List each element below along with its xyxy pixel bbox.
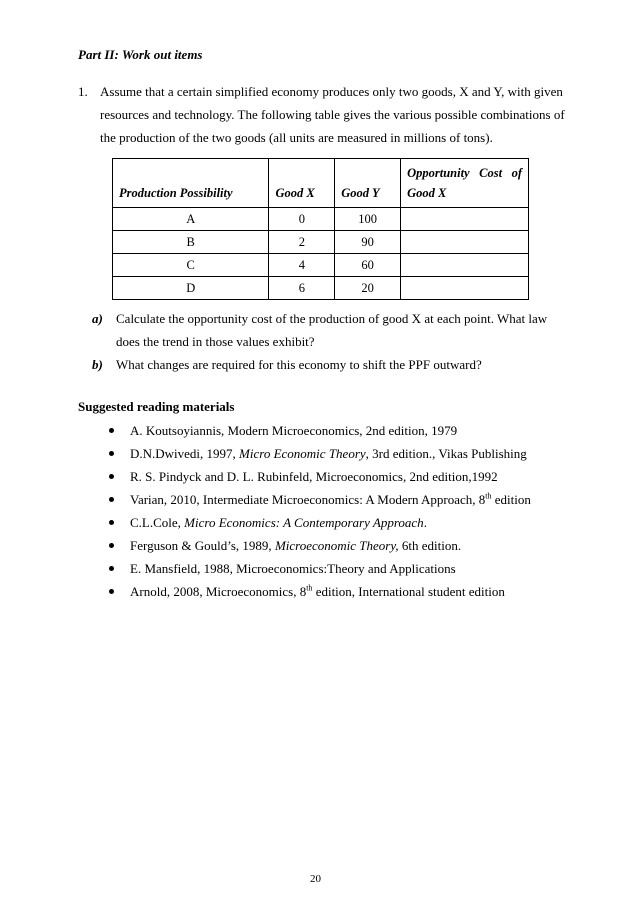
header-opp-word-3: of xyxy=(511,166,522,180)
bullet-icon xyxy=(109,428,114,433)
question-line-1: Assume that a certain simplified economy produces only two goods, X and Y, with given xyxy=(100,84,563,99)
ref-superscript: th xyxy=(306,583,313,593)
cell-possibility: A xyxy=(113,208,269,231)
cell-good-y: 20 xyxy=(335,277,401,300)
ref-text: 6th edition. xyxy=(398,538,462,553)
question-line-3: the production of the two goods (all units are measured in millions of tons). xyxy=(100,130,493,145)
table-row xyxy=(113,208,529,231)
sub-question-a-line-2: does the trend in those values exhibit? xyxy=(116,334,315,349)
list-item xyxy=(108,442,531,465)
header-production-possibility: Production Possibility xyxy=(113,159,269,208)
ref-text: Varian, 2010, Intermediate Microeconomics: A Modern Approach, 8 xyxy=(130,492,486,507)
reading-heading: Suggested reading materials xyxy=(78,399,235,414)
list-item xyxy=(108,488,531,511)
table-header-row xyxy=(113,159,529,208)
header-opportunity-cost-line-1 xyxy=(407,163,522,183)
header-opportunity-cost-line-2: Good X xyxy=(407,186,447,200)
sub-question-b-label: b) xyxy=(92,357,103,372)
section-title: Part II: Work out items xyxy=(78,47,203,62)
header-good-x: Good X xyxy=(269,159,335,208)
sub-question-a-line-1: Calculate the opportunity cost of the production of good X at each point. What law xyxy=(116,311,548,326)
ref-text: Arnold, 2008, Microeconomics, 8 xyxy=(130,584,307,599)
bullet-icon xyxy=(109,520,114,525)
header-opp-word-2: Cost xyxy=(479,166,503,180)
ref-superscript: th xyxy=(485,491,492,501)
cell-opportunity-cost xyxy=(401,254,529,277)
bullet-icon xyxy=(109,566,114,571)
ref-text: A. Koutsoyiannis, Modern Microeconomics, 2nd edition, 1979 xyxy=(130,423,458,438)
header-opportunity-cost xyxy=(401,159,529,208)
cell-possibility: D xyxy=(113,277,269,300)
cell-opportunity-cost xyxy=(401,208,529,231)
cell-good-x: 4 xyxy=(269,254,335,277)
cell-possibility: B xyxy=(113,231,269,254)
ref-text: Ferguson & Gould’s, 1989, xyxy=(130,538,275,553)
list-item xyxy=(108,419,531,442)
cell-possibility: C xyxy=(113,254,269,277)
list-item xyxy=(108,465,531,488)
table-row xyxy=(113,231,529,254)
ref-text: edition, International student edition xyxy=(312,584,505,599)
list-item xyxy=(108,557,531,580)
cell-good-y: 90 xyxy=(335,231,401,254)
cell-good-x: 6 xyxy=(269,277,335,300)
question-number: 1. xyxy=(78,84,88,99)
bullet-icon xyxy=(109,497,114,502)
ref-text: . xyxy=(423,515,427,530)
cell-good-y: 100 xyxy=(335,208,401,231)
bullet-icon xyxy=(109,589,114,594)
header-opp-word-1: Opportunity xyxy=(407,166,470,180)
production-possibility-table xyxy=(112,158,529,300)
table-row xyxy=(113,277,529,300)
cell-good-y: 60 xyxy=(335,254,401,277)
bullet-icon xyxy=(109,543,114,548)
bullet-icon xyxy=(109,474,114,479)
ref-title: Micro Economics: A Contemporary Approach xyxy=(184,515,424,530)
ref-text: edition xyxy=(491,492,531,507)
reading-list xyxy=(108,419,531,603)
header-good-y: Good Y xyxy=(335,159,401,208)
ref-text: , 3rd edition., Vikas Publishing xyxy=(365,446,527,461)
cell-opportunity-cost xyxy=(401,231,529,254)
ref-text: E. Mansfield, 1988, Microeconomics:Theory and Applications xyxy=(130,561,456,576)
cell-good-x: 2 xyxy=(269,231,335,254)
list-item xyxy=(108,511,531,534)
question-line-2: resources and technology. The following table gives the various possible combinations of xyxy=(100,107,565,122)
sub-question-a-label: a) xyxy=(92,311,103,326)
cell-opportunity-cost xyxy=(401,277,529,300)
ref-title: Micro Economic Theory xyxy=(239,446,366,461)
ref-title: Microeconomic Theory, xyxy=(274,538,399,553)
ref-text: R. S. Pindyck and D. L. Rubinfeld, Microeconomics, 2nd edition,1992 xyxy=(130,469,498,484)
sub-question-b-line-1: What changes are required for this economy to shift the PPF outward? xyxy=(116,357,482,372)
bullet-icon xyxy=(109,451,114,456)
table-row xyxy=(113,254,529,277)
ref-text: C.L.Cole, xyxy=(130,515,185,530)
list-item xyxy=(108,534,531,557)
list-item xyxy=(108,580,531,603)
page-number: 20 xyxy=(310,873,321,885)
cell-good-x: 0 xyxy=(269,208,335,231)
ref-text: D.N.Dwivedi, 1997, xyxy=(130,446,240,461)
